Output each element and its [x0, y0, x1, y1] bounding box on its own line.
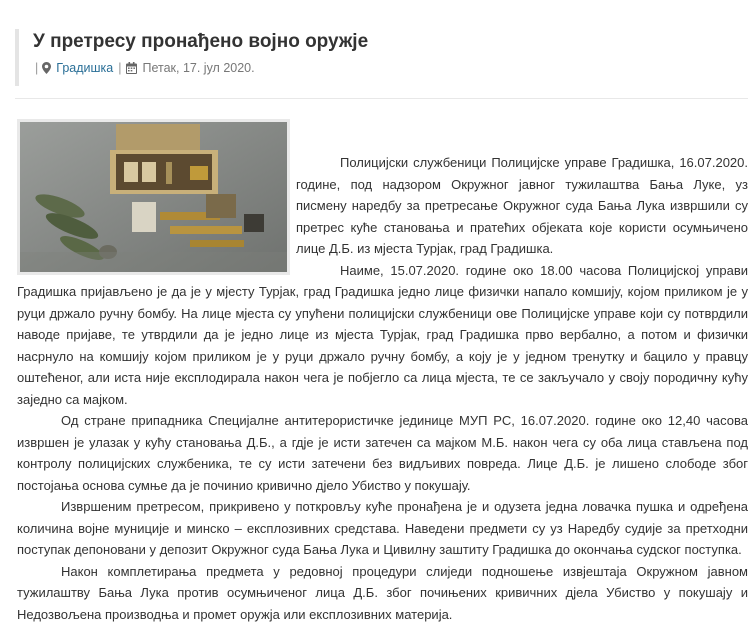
location-link[interactable]: Градишка	[56, 61, 113, 75]
article-title: У претресу пронађено војно оружје	[33, 31, 368, 53]
article-header	[15, 29, 748, 86]
meta-separator: |	[35, 61, 38, 75]
meta-separator: |	[118, 61, 121, 75]
article-paragraph: Након комплетирања предмета у редовној процедури слиједи подношење извјештаја Окружном јавном тужилаштву Бања Лука против осумњиченог лица Д.Б. због почињених кривичних дјела Убиство у покушају и Недозвољена производња и промет оружја или експлозивних материја.	[17, 561, 748, 625]
article-date: Петак, 17. јул 2020.	[142, 61, 254, 75]
calendar-icon	[126, 62, 137, 74]
article-body	[17, 118, 748, 625]
article-paragraph: Извршеним претресом, прикривено у поткровљу куће пронађена је и одузета једна ловачка пушка и одређена количина војне муниције и минско – експлозивних средстава. Наведени предмети су уз Наредбу судије за претходни поступак депоновани у депозит Окружног суда Бања Лука и Цивилну заштиту Градишка до окончања судског поступка.	[17, 496, 748, 561]
article-paragraph: Наиме, 15.07.2020. године око 18.00 часова Полицијској управи Градишка пријављено је да је у мјесту Турјак, град Градишка једно лице физички напало комшију, којом приликом је у руци држало ручну бомбу. На лице мјеста су упућени полицијски службеници ове Полицијске управе који су потврдили наводе пријаве, те утврдили да је једно лице из мјеста Турјак, град Градишка прво вербално, а потом и физички насрнуло на комшију којом приликом је у руци држало ручну бомбу, а коју је у једном тренутку и бацило у правцу оштећеног, али иста није експлодирала након чега је побјегло са лица мјеста, те се закључало у своју породичну кућу заједно са мајком.	[17, 260, 748, 411]
divider	[15, 98, 748, 99]
map-marker-icon	[42, 62, 51, 74]
article-meta	[35, 61, 255, 75]
article-paragraph: Полицијски службеници Полицијске управе Градишка, 16.07.2020. године, под надзором Окружног јавног тужилаштва Бања Луке, уз писмену наредбу за претресање Окружног суда Бања Лука извршили су претрес куће становања и пратећих објеката које користи осумњичено лице Д.Б. из мјеста Турјак, град Градишка.	[17, 118, 748, 260]
article-paragraph: Од стране припадника Специјалне антитерористичке јединице МУП РС, 16.07.2020. године око 12,40 часова извршен је улазак у кућу становања Д.Б., а гдје је исти затечен са мајком М.Б. након чега су оба лица стављена под контролу полицијских службеника, те су исти затечени без видљивих повреда. Лице Д.Б. је лишено слободе због постојања основа сумње да је починио кривично дјело Убиство у покушају.	[17, 410, 748, 496]
article-photo[interactable]	[17, 119, 290, 275]
